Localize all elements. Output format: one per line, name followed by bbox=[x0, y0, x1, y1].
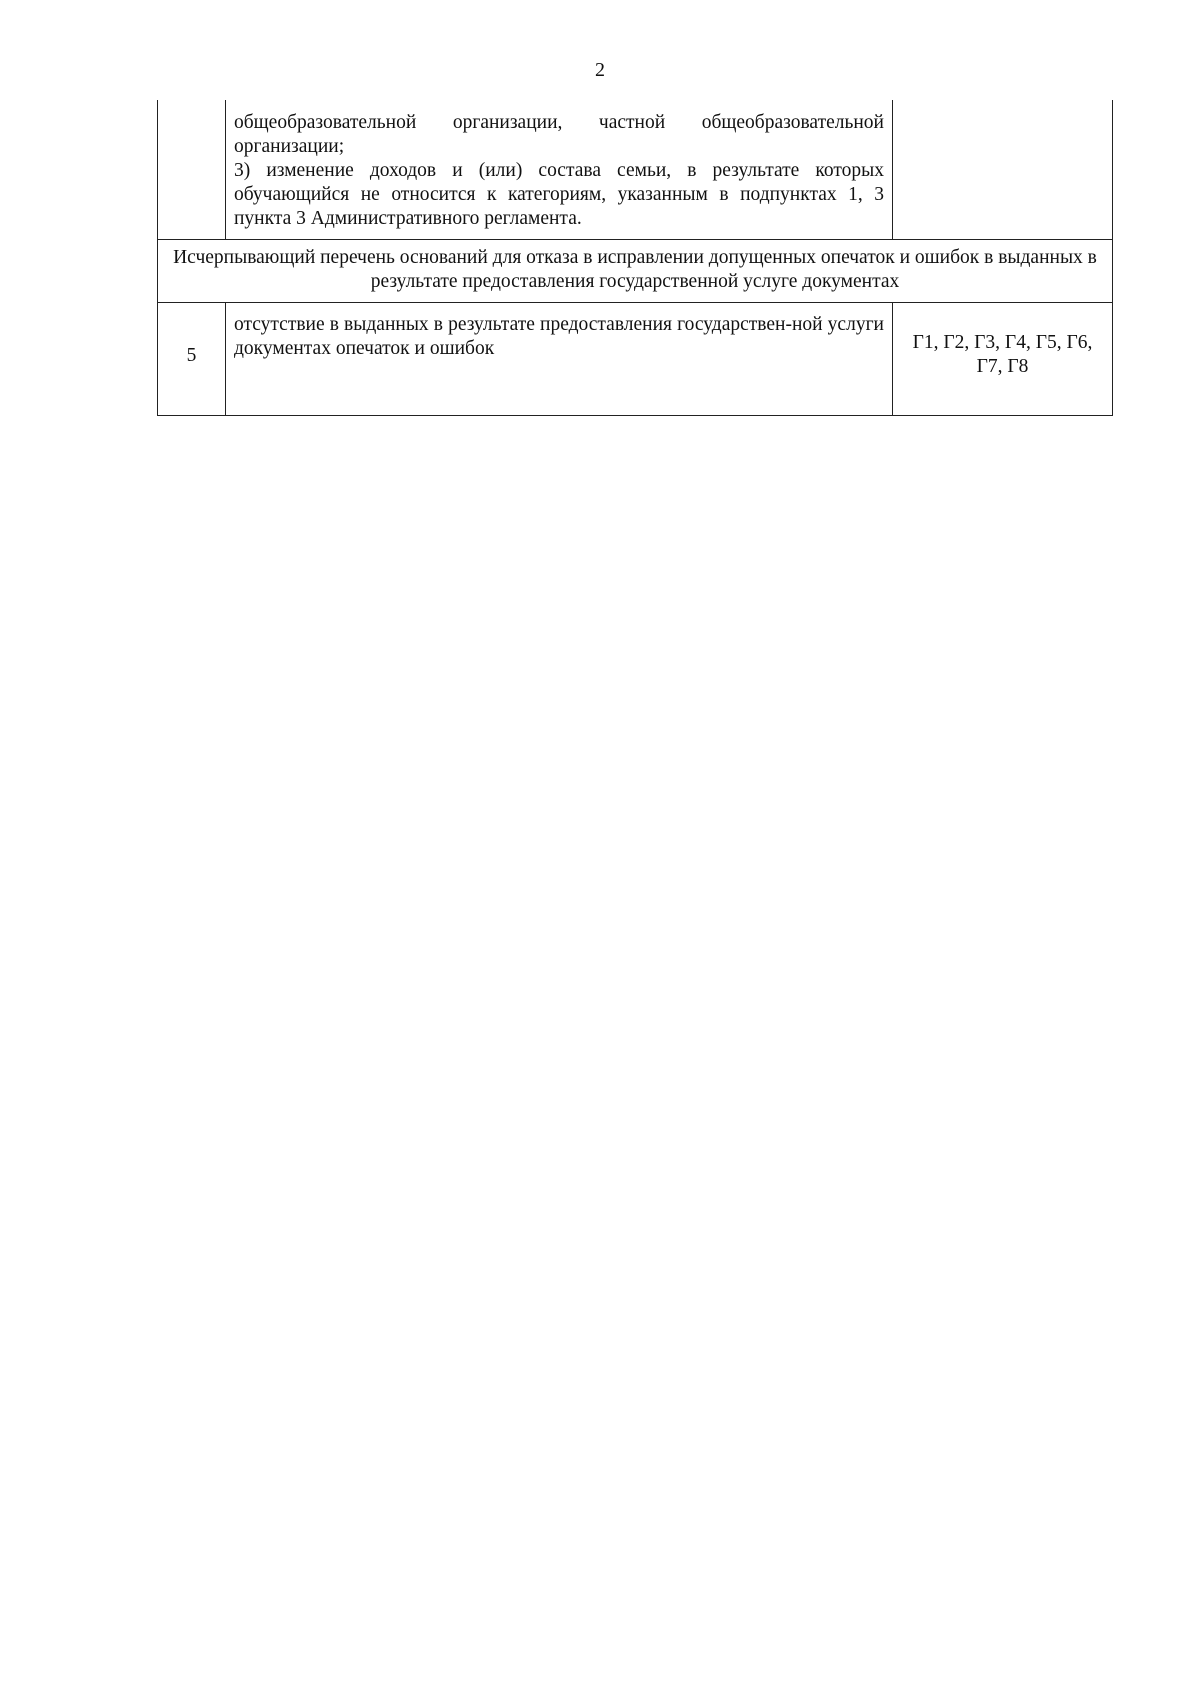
table-row bbox=[158, 303, 1113, 416]
row-codes-cell: Г1, Г2, Г3, Г4, Г5, Г6, Г7, Г8 bbox=[893, 303, 1113, 416]
text-line: общеобразовательной организации, частной общеобразовательной организации; bbox=[234, 112, 884, 157]
page-number: 2 bbox=[595, 59, 605, 81]
table-row-continuation bbox=[158, 100, 1113, 240]
section-header: Исчерпывающий перечень оснований для отказа в исправлении допущенных опечаток и ошибок в выданных в результате предоставления государственной услуге документах bbox=[158, 240, 1113, 303]
section-header-row bbox=[158, 240, 1113, 303]
text-line: 3) изменение доходов и (или) состава семьи, в результате которых обучающийся не относится к категориям, указанным в подпунктах 1, 3 пункта 3 Административного регламента. bbox=[234, 160, 884, 229]
row-number-cell bbox=[158, 100, 226, 240]
row-number-cell: 5 bbox=[158, 303, 226, 416]
row-text-cell bbox=[226, 100, 893, 240]
grounds-table bbox=[157, 100, 1113, 416]
row-codes-cell bbox=[893, 100, 1113, 240]
row-text-cell: отсутствие в выданных в результате предоставления государствен-ной услуги документах опечаток и ошибок bbox=[226, 303, 893, 416]
